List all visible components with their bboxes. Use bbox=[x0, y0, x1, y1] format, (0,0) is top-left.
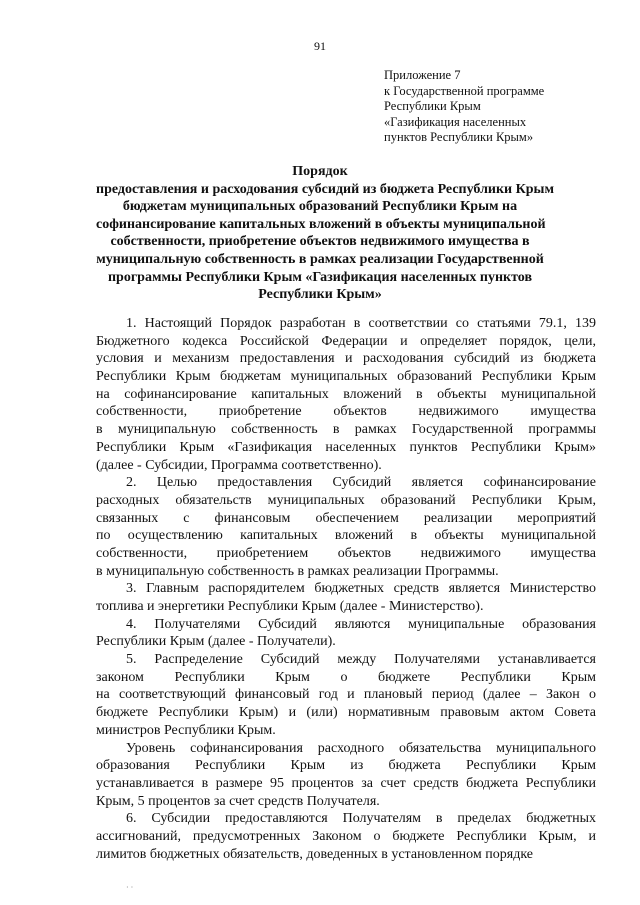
scan-artifact: · · bbox=[126, 883, 134, 892]
paragraph-line: в муниципальную собственность в рамках реализации Программы. bbox=[96, 563, 499, 579]
paragraph-line: 4. Получателями Субсидий являются муниципальные образования bbox=[126, 616, 596, 632]
paragraph bbox=[96, 580, 596, 615]
paragraph-line: лимитов бюджетных обязательств, доведенных в установленном порядке bbox=[96, 846, 533, 862]
paragraph-line: Республики Крым бюджетам муниципальных образований Республики Крым bbox=[96, 369, 596, 385]
paragraph-line: 3. Главным распорядителем бюджетных средств является Министерство bbox=[126, 581, 596, 597]
title-line: программы Республики Крым «Газификация населенных пунктов bbox=[107, 269, 533, 285]
appendix-line: Республики Крым bbox=[384, 99, 481, 113]
page-number: 91 bbox=[314, 39, 326, 53]
paragraph-line: 6. Субсидии предоставляются Получателям в пределах бюджетных bbox=[126, 811, 596, 827]
paragraph bbox=[96, 740, 596, 811]
paragraph bbox=[96, 810, 596, 863]
paragraph bbox=[96, 651, 596, 739]
paragraph-line: (далее - Субсидии, Программа соответственно). bbox=[96, 457, 382, 473]
paragraph-line: топлива и энергетики Республики Крым (далее - Министерство). bbox=[96, 599, 484, 614]
paragraph-line: Крым, 5 процентов за счет средств Получателя. bbox=[96, 793, 380, 809]
paragraph-line: условия и механизм предоставления и расходования субсидий из бюджета bbox=[96, 351, 596, 367]
paragraph-line: на соответствующий финансовый год и плановый период (далее – Закон о bbox=[96, 687, 596, 703]
paragraph-line: устанавливается в размере 95 процентов за счет средств бюджета Республики bbox=[96, 775, 596, 791]
document-title bbox=[96, 163, 555, 304]
paragraph-line: в муниципальную собственность в рамках Государственной программы bbox=[96, 422, 596, 438]
paragraph-line: Республики Крым (далее - Получатели). bbox=[96, 634, 336, 650]
paragraph-line: собственности, приобретение объектов недвижимого имущества bbox=[96, 404, 596, 420]
paragraph-line: 5. Распределение Субсидий между Получателями устанавливается bbox=[126, 652, 596, 668]
paragraph-line: министров Республики Крым. bbox=[96, 722, 276, 738]
title-line: Порядок bbox=[292, 164, 348, 179]
paragraph-line: бюджете Республики Крым) и (или) нормативным правовым актом Совета bbox=[96, 705, 596, 721]
paragraph-line: по осуществлению капитальных вложений в объекты муниципальной bbox=[96, 528, 596, 544]
paragraph-line: Республики Крым «Газификация населенных пунктов Республики Крым» bbox=[96, 439, 596, 455]
paragraph-line: образования Республики Крым из бюджета Республики Крым bbox=[96, 758, 596, 774]
paragraph-line: законом Республики Крым о бюджете Республики Крым bbox=[96, 669, 596, 685]
title-line: бюджетам муниципальных образований Республики Крым на bbox=[122, 199, 518, 215]
appendix-line: к Государственной программе bbox=[384, 83, 545, 98]
appendix-line: Приложение 7 bbox=[384, 68, 461, 82]
paragraph-line: собственности, приобретением объектов недвижимого имущества bbox=[96, 545, 596, 561]
appendix-line: «Газификация населенных bbox=[384, 114, 527, 129]
title-line: предоставления и расходования субсидий из бюджета Республики Крым bbox=[96, 181, 555, 197]
paragraph-line: 1. Настоящий Порядок разработан в соответствии со статьями 79.1, 139 bbox=[126, 316, 596, 331]
title-line: Республики Крым» bbox=[258, 287, 382, 303]
paragraph-line: на софинансирование капитальных вложений в объекты муниципальной bbox=[96, 386, 596, 402]
paragraph-line: Уровень софинансирования расходного обязательства муниципального bbox=[126, 740, 596, 756]
document-body bbox=[96, 315, 596, 863]
paragraph bbox=[96, 315, 596, 474]
appendix-line: пунктов Республики Крым» bbox=[384, 130, 534, 144]
paragraph bbox=[96, 474, 596, 580]
title-line: муниципальную собственность в рамках реализации Государственной bbox=[96, 251, 544, 267]
paragraph-line: расходных обязательств муниципальных образований Республики Крым, bbox=[96, 492, 596, 508]
title-line: софинансирование капитальных вложений в объекты муниципальной bbox=[96, 216, 546, 232]
title-line: собственности, приобретение объектов недвижимого имущества в bbox=[110, 234, 530, 250]
paragraph-line: 2. Целью предоставления Субсидий является софинансирование bbox=[126, 475, 596, 491]
paragraph-line: ассигнований, предусмотренных Законом о бюджете Республики Крым, и bbox=[96, 828, 596, 844]
paragraph-line: связанных с финансовым обеспечением реализации мероприятий bbox=[96, 510, 596, 526]
paragraph-line: Бюджетного кодекса Российской Федерации и определяет порядок, цели, bbox=[96, 333, 596, 349]
appendix-note bbox=[384, 68, 624, 146]
paragraph bbox=[96, 616, 596, 651]
